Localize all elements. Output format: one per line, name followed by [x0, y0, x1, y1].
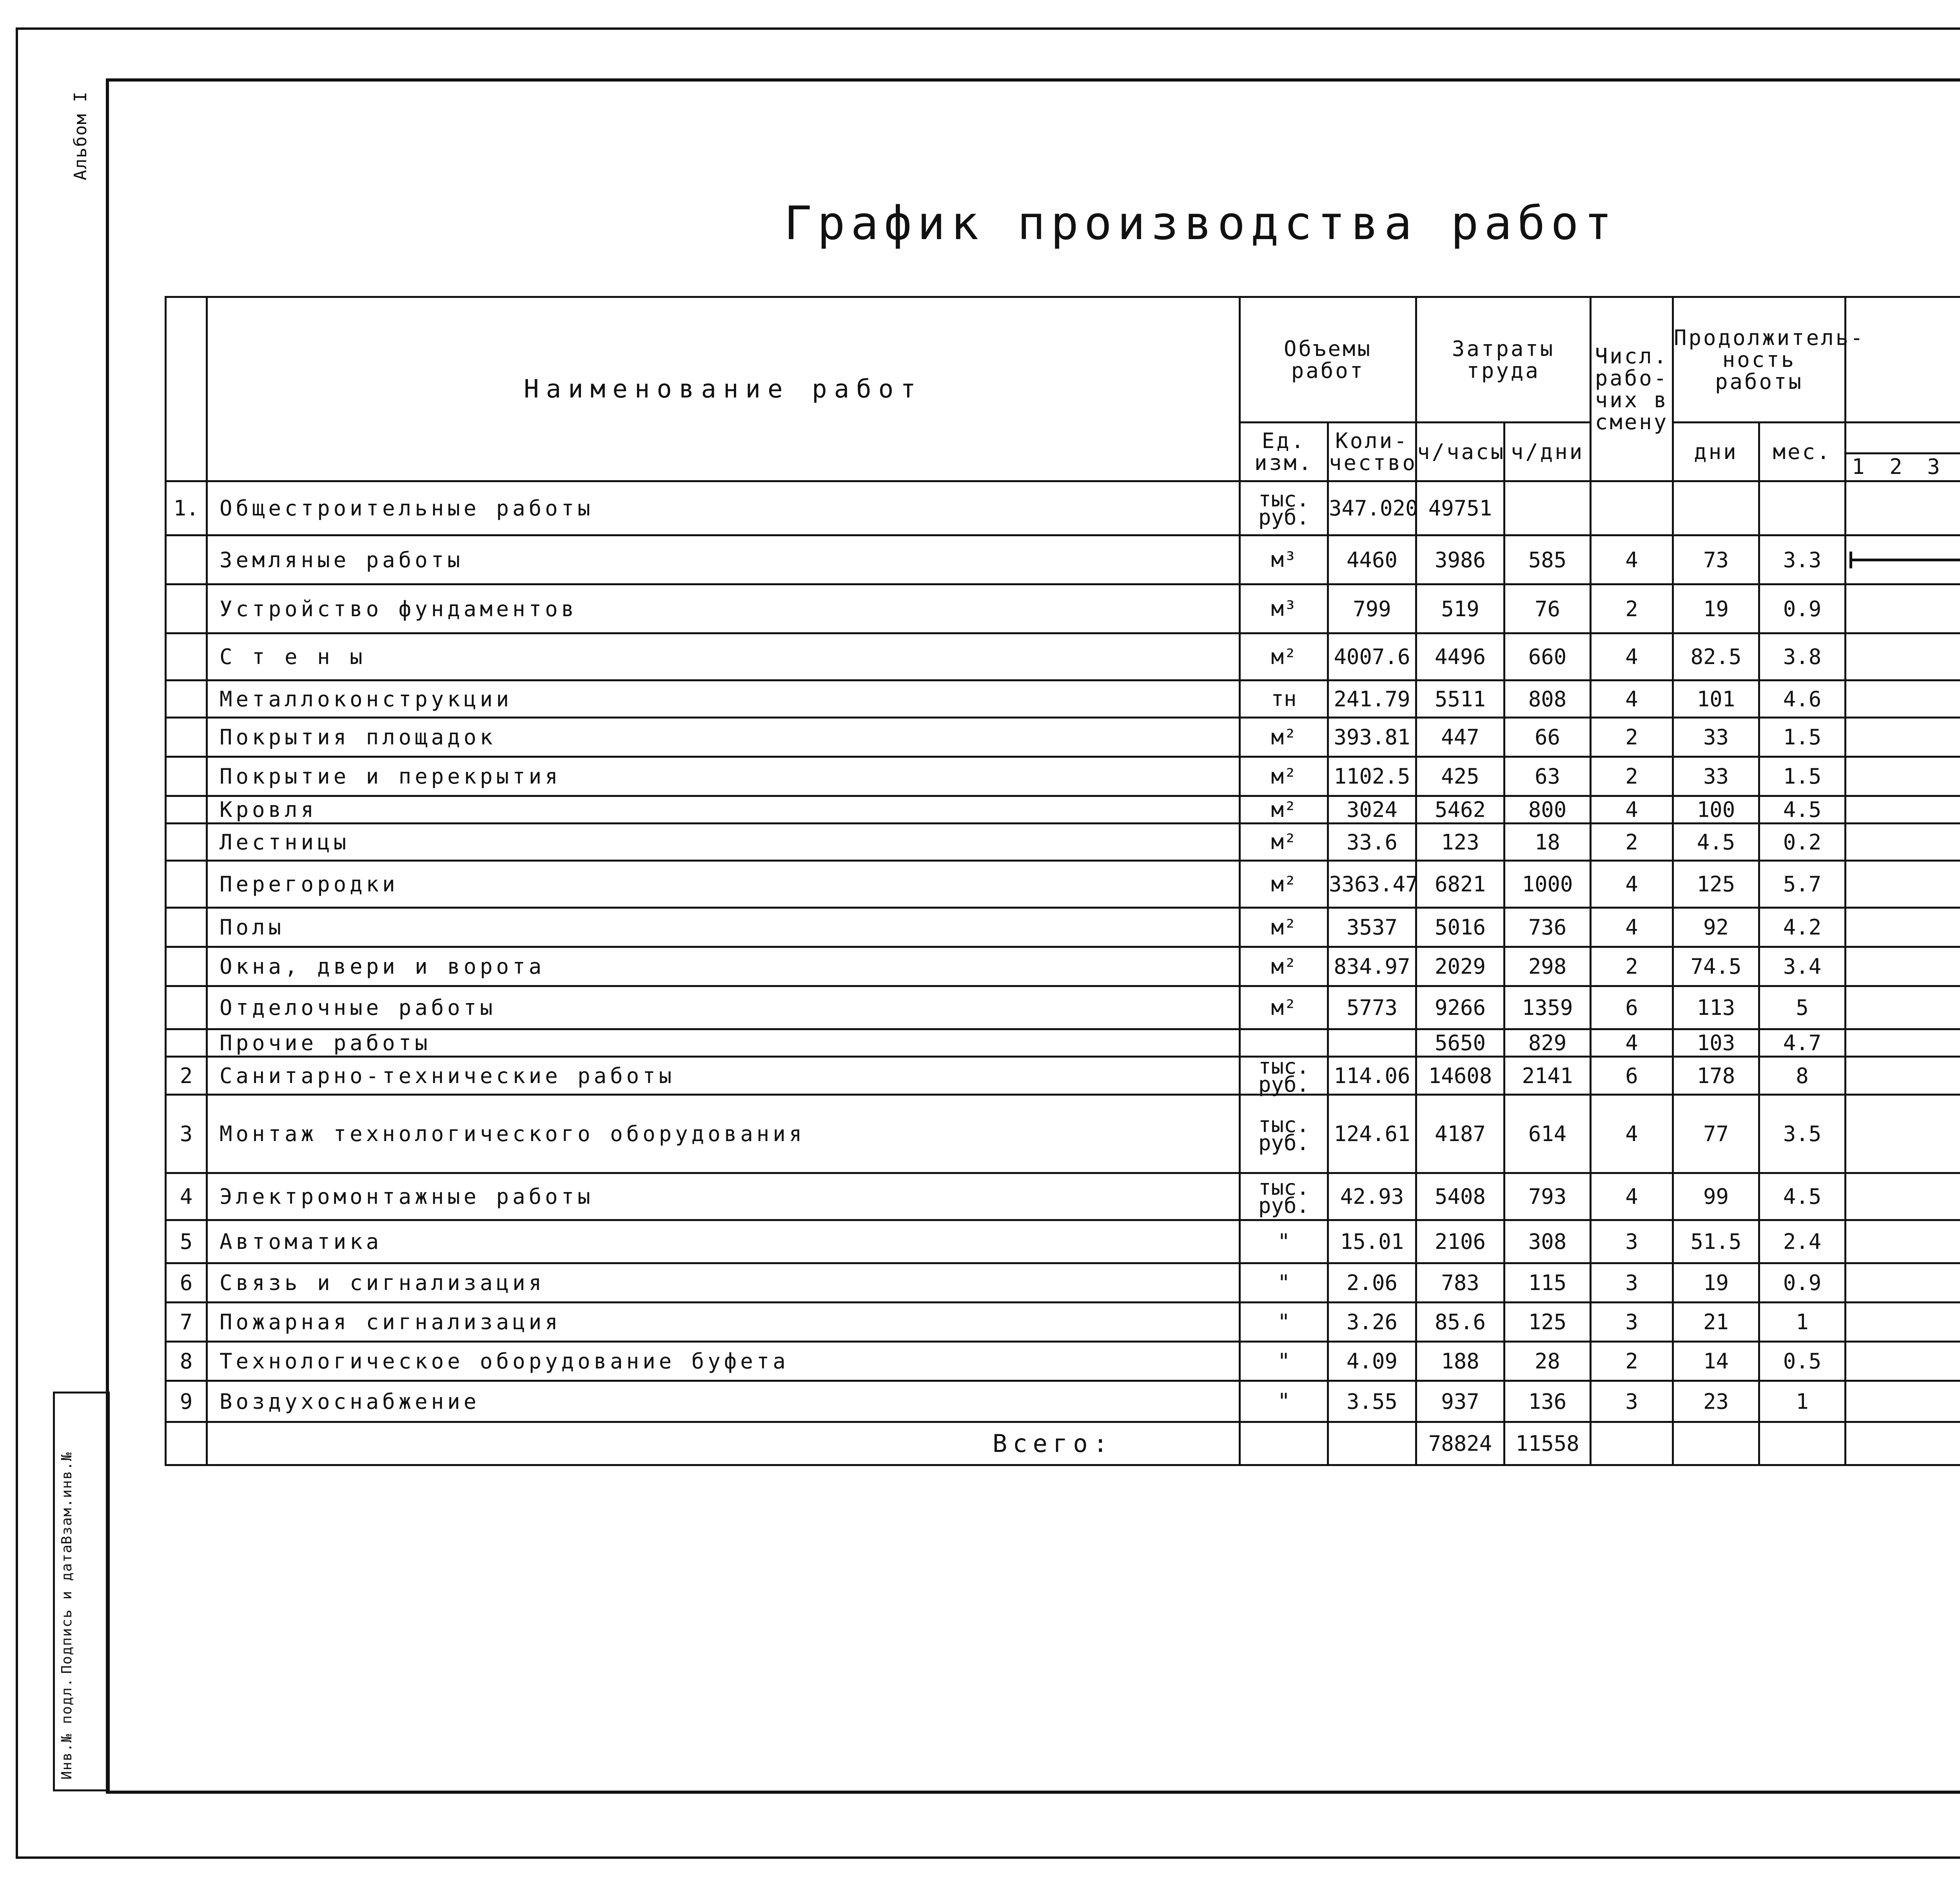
cell-dd: 19 — [1673, 1263, 1759, 1303]
cell-dm: 1 — [1759, 1303, 1846, 1342]
table-row — [166, 1381, 1960, 1422]
cell-qty: 3.26 — [1328, 1303, 1416, 1342]
cell-days: 2141 — [1504, 1057, 1591, 1095]
cell-workers — [1591, 481, 1673, 535]
cell-workers: 6 — [1591, 1057, 1673, 1095]
cell-hours: 4496 — [1416, 633, 1504, 680]
cell-days: 736 — [1504, 908, 1591, 947]
cell-workers: 2 — [1591, 1342, 1673, 1381]
timeline-cell — [1846, 1173, 1960, 1220]
cell-qty: 4007.6 — [1328, 633, 1416, 680]
cell-qty: 393.81 — [1328, 718, 1416, 757]
cell-hours: 2029 — [1416, 947, 1504, 986]
header-hours: ч/часы — [1416, 423, 1504, 481]
cell-qty: 3363.47 — [1328, 861, 1416, 908]
cell-workers: 4 — [1591, 1029, 1673, 1057]
cell-name: Пожарная сигнализация — [207, 1303, 1240, 1342]
table-row — [166, 1029, 1960, 1057]
cell-days: 808 — [1504, 680, 1591, 718]
cell-unit: " — [1240, 1303, 1328, 1342]
timeline-cell — [1846, 1342, 1960, 1381]
cell-days: 829 — [1504, 1029, 1591, 1057]
cell-dd: 113 — [1673, 986, 1759, 1029]
header-volumes: Объемы работ — [1240, 297, 1416, 423]
timeline-cell — [1846, 680, 1960, 718]
header-name: Наименование работ — [207, 297, 1240, 481]
cell-dd: 178 — [1673, 1057, 1759, 1095]
cell-name: Окна, двери и ворота — [207, 947, 1240, 986]
cell-dm: 3.8 — [1759, 633, 1846, 680]
timeline-cell — [1846, 986, 1960, 1029]
table-row — [166, 1220, 1960, 1263]
cell-workers: 4 — [1591, 1095, 1673, 1173]
cell-days: 125 — [1504, 1303, 1591, 1342]
cell-dm: 4.2 — [1759, 908, 1846, 947]
cell-dd: 103 — [1673, 1029, 1759, 1057]
cell-hours: 5511 — [1416, 680, 1504, 718]
cell-unit: тыс. руб. — [1240, 481, 1328, 535]
cell-dd: 101 — [1673, 680, 1759, 718]
timeline-cell — [1846, 1057, 1960, 1095]
cell-qty: 347.020 — [1328, 481, 1416, 535]
timeline-cell — [1846, 584, 1960, 633]
cell-workers: 2 — [1591, 718, 1673, 757]
cell-dd: 73 — [1673, 535, 1759, 584]
cell-name: Технологическое оборудование буфета — [207, 1342, 1240, 1381]
cell-num — [166, 535, 207, 584]
cell-workers: 6 — [1591, 986, 1673, 1029]
cell-qty: 33.6 — [1328, 824, 1416, 861]
cell-unit: м³ — [1240, 535, 1328, 584]
header-num-cell — [166, 297, 207, 481]
cell-dd — [1673, 481, 1759, 535]
cell-name: Металлоконструкции — [207, 680, 1240, 718]
timeline-cell — [1846, 1381, 1960, 1422]
cell-num: 6 — [166, 1263, 207, 1303]
total-empty-cell — [1240, 1422, 1328, 1465]
cell-hours: 5408 — [1416, 1173, 1504, 1220]
cell-workers: 4 — [1591, 908, 1673, 947]
timeline-cell — [1846, 718, 1960, 757]
cell-dm: 1.5 — [1759, 718, 1846, 757]
cell-hours: 2106 — [1416, 1220, 1504, 1263]
cell-name: Кровля — [207, 796, 1240, 824]
timeline-cell — [1846, 633, 1960, 680]
cell-num — [166, 824, 207, 861]
cell-days: 585 — [1504, 535, 1591, 584]
cell-num: 4 — [166, 1173, 207, 1220]
cell-unit: тн — [1240, 680, 1328, 718]
cell-dm: 0.5 — [1759, 1342, 1846, 1381]
table-row — [166, 1173, 1960, 1220]
cell-days: 308 — [1504, 1220, 1591, 1263]
cell-dm: 0.9 — [1759, 584, 1846, 633]
table-row — [166, 680, 1960, 718]
cell-qty — [1328, 1029, 1416, 1057]
header-months-cell — [1846, 423, 1960, 481]
table-row — [166, 1095, 1960, 1173]
table-row — [166, 1342, 1960, 1381]
cell-days: 63 — [1504, 757, 1591, 796]
cell-unit: м² — [1240, 757, 1328, 796]
cell-dd: 19 — [1673, 584, 1759, 633]
total-label: Всего: — [207, 1422, 1240, 1465]
cell-name: Электромонтажные работы — [207, 1173, 1240, 1220]
cell-days: 76 — [1504, 584, 1591, 633]
total-hours: 78824 — [1416, 1422, 1504, 1465]
header-labor: Затраты труда — [1416, 297, 1591, 423]
table-row — [166, 584, 1960, 633]
cell-unit: тыс. руб. — [1240, 1095, 1328, 1173]
cell-unit: " — [1240, 1381, 1328, 1422]
table-row — [166, 908, 1960, 947]
cell-hours: 5650 — [1416, 1029, 1504, 1057]
cell-hours: 9266 — [1416, 986, 1504, 1029]
cell-dd: 51.5 — [1673, 1220, 1759, 1263]
table-row — [166, 1057, 1960, 1095]
cell-unit: м³ — [1240, 584, 1328, 633]
header-timeline — [1846, 297, 1960, 423]
cell-days: 298 — [1504, 947, 1591, 986]
cell-workers: 2 — [1591, 757, 1673, 796]
cell-days: 1000 — [1504, 861, 1591, 908]
cell-name: Покрытие и перекрытия — [207, 757, 1240, 796]
cell-workers: 2 — [1591, 584, 1673, 633]
schedule-table — [165, 296, 1960, 1466]
month-label: 1 — [1852, 454, 1865, 479]
cell-dd: 33 — [1673, 718, 1759, 757]
cell-hours: 14608 — [1416, 1057, 1504, 1095]
cell-num — [166, 861, 207, 908]
cell-dm: 3.4 — [1759, 947, 1846, 986]
cell-num — [166, 584, 207, 633]
cell-hours: 4187 — [1416, 1095, 1504, 1173]
cell-hours: 783 — [1416, 1263, 1504, 1303]
timeline-cell — [1846, 861, 1960, 908]
cell-num — [166, 1029, 207, 1057]
cell-unit: м² — [1240, 947, 1328, 986]
cell-dd: 33 — [1673, 757, 1759, 796]
side-vzam-label: Взам.инв.№ — [59, 1452, 75, 1544]
cell-name: Санитарно-технические работы — [207, 1057, 1240, 1095]
cell-hours: 425 — [1416, 757, 1504, 796]
cell-num — [166, 633, 207, 680]
cell-unit: тыс. руб. — [1240, 1057, 1328, 1095]
cell-dm: 4.6 — [1759, 680, 1846, 718]
cell-days: 66 — [1504, 718, 1591, 757]
total-row — [166, 1422, 1960, 1465]
months-scale — [1846, 454, 1960, 479]
gantt-bar — [1849, 559, 1960, 561]
cell-qty: 124.61 — [1328, 1095, 1416, 1173]
total-empty-cell — [1846, 1422, 1960, 1465]
cell-num — [166, 757, 207, 796]
cell-dm — [1759, 481, 1846, 535]
table-row — [166, 633, 1960, 680]
timeline-cell — [1846, 1095, 1960, 1173]
cell-name: Лестницы — [207, 824, 1240, 861]
month-label: 2 — [1889, 454, 1902, 479]
cell-dd: 74.5 — [1673, 947, 1759, 986]
header-dur-days: дни — [1673, 423, 1759, 481]
cell-name: Связь и сигнализация — [207, 1263, 1240, 1303]
cell-dd: 77 — [1673, 1095, 1759, 1173]
cell-unit: м² — [1240, 633, 1328, 680]
cell-name: Монтаж технологического оборудования — [207, 1095, 1240, 1173]
cell-unit: " — [1240, 1220, 1328, 1263]
cell-qty: 3024 — [1328, 796, 1416, 824]
header-qty: Коли-чество — [1328, 423, 1416, 481]
cell-dd: 14 — [1673, 1342, 1759, 1381]
header-unit: Ед. изм. — [1240, 423, 1328, 481]
cell-dm: 8 — [1759, 1057, 1846, 1095]
cell-dd: 21 — [1673, 1303, 1759, 1342]
cell-days: 614 — [1504, 1095, 1591, 1173]
cell-dm: 4.5 — [1759, 1173, 1846, 1220]
cell-qty: 42.93 — [1328, 1173, 1416, 1220]
cell-workers: 4 — [1591, 861, 1673, 908]
cell-workers: 4 — [1591, 1173, 1673, 1220]
cell-name: Земляные работы — [207, 535, 1240, 584]
cell-unit: м² — [1240, 986, 1328, 1029]
cell-hours: 519 — [1416, 584, 1504, 633]
cell-num — [166, 796, 207, 824]
cell-unit: тыс. руб. — [1240, 1173, 1328, 1220]
total-empty-cell — [1328, 1422, 1416, 1465]
cell-qty: 3.55 — [1328, 1381, 1416, 1422]
cell-num: 5 — [166, 1220, 207, 1263]
cell-num: 2 — [166, 1057, 207, 1095]
cell-workers: 2 — [1591, 824, 1673, 861]
cell-days — [1504, 481, 1591, 535]
table-row — [166, 757, 1960, 796]
timeline-cell — [1846, 1263, 1960, 1303]
cell-dd: 23 — [1673, 1381, 1759, 1422]
cell-workers: 2 — [1591, 947, 1673, 986]
cell-days: 660 — [1504, 633, 1591, 680]
cell-dm: 0.2 — [1759, 824, 1846, 861]
cell-dd: 82.5 — [1673, 633, 1759, 680]
cell-num: 9 — [166, 1381, 207, 1422]
cell-num: 7 — [166, 1303, 207, 1342]
cell-name: Прочие работы — [207, 1029, 1240, 1057]
cell-qty: 15.01 — [1328, 1220, 1416, 1263]
table-row — [166, 986, 1960, 1029]
timeline-cell — [1846, 1220, 1960, 1263]
total-empty-cell — [1759, 1422, 1846, 1465]
cell-hours: 188 — [1416, 1342, 1504, 1381]
total-empty-cell — [1591, 1422, 1673, 1465]
cell-workers: 4 — [1591, 680, 1673, 718]
cell-unit: м² — [1240, 824, 1328, 861]
table-row — [166, 1303, 1960, 1342]
table-row — [166, 535, 1960, 584]
cell-dm: 1.5 — [1759, 757, 1846, 796]
cell-unit: м² — [1240, 908, 1328, 947]
cell-name: С т е н ы — [207, 633, 1240, 680]
month-label: 3 — [1927, 454, 1940, 479]
cell-name: Общестроительные работы — [207, 481, 1240, 535]
cell-num — [166, 908, 207, 947]
cell-dm: 2.4 — [1759, 1220, 1846, 1263]
cell-days: 28 — [1504, 1342, 1591, 1381]
cell-unit — [1240, 1029, 1328, 1057]
cell-name: Устройство фундаментов — [207, 584, 1240, 633]
timeline-cell — [1846, 481, 1960, 535]
cell-workers: 4 — [1591, 633, 1673, 680]
cell-hours: 123 — [1416, 824, 1504, 861]
side-inv-label: Инв.№ подл. — [59, 1677, 75, 1780]
cell-dm: 4.7 — [1759, 1029, 1846, 1057]
cell-qty: 799 — [1328, 584, 1416, 633]
side-sign-label: Подпись и дата — [59, 1544, 75, 1674]
table-row — [166, 947, 1960, 986]
cell-workers: 4 — [1591, 796, 1673, 824]
cell-qty: 241.79 — [1328, 680, 1416, 718]
cell-hours: 5462 — [1416, 796, 1504, 824]
table-row — [166, 1263, 1960, 1303]
cell-dd: 99 — [1673, 1173, 1759, 1220]
cell-qty: 2.06 — [1328, 1263, 1416, 1303]
cell-qty: 5773 — [1328, 986, 1416, 1029]
cell-dm: 3.5 — [1759, 1095, 1846, 1173]
cell-num: 8 — [166, 1342, 207, 1381]
timeline-cell — [1846, 1303, 1960, 1342]
cell-unit: м² — [1240, 796, 1328, 824]
timeline-cell — [1846, 947, 1960, 986]
header-workers: Числ. рабо-чих в смену — [1591, 297, 1673, 481]
cell-dm: 5 — [1759, 986, 1846, 1029]
cell-hours: 937 — [1416, 1381, 1504, 1422]
cell-hours: 3986 — [1416, 535, 1504, 584]
cell-days: 115 — [1504, 1263, 1591, 1303]
cell-qty: 4.09 — [1328, 1342, 1416, 1381]
page-title: График производства работ — [784, 196, 1618, 250]
total-empty-cell — [1673, 1422, 1759, 1465]
cell-workers: 4 — [1591, 535, 1673, 584]
cell-hours: 49751 — [1416, 481, 1504, 535]
cell-name: Воздухоснабжение — [207, 1381, 1240, 1422]
cell-dm: 3.3 — [1759, 535, 1846, 584]
timeline-cell — [1846, 908, 1960, 947]
cell-workers: 3 — [1591, 1303, 1673, 1342]
cell-name: Покрытия площадок — [207, 718, 1240, 757]
cell-qty: 1102.5 — [1328, 757, 1416, 796]
header-duration: Продолжитель-ность работы — [1673, 297, 1846, 423]
total-days: 11558 — [1504, 1422, 1591, 1465]
cell-name: Отделочные работы — [207, 986, 1240, 1029]
cell-hours: 85.6 — [1416, 1303, 1504, 1342]
cell-num: 3 — [166, 1095, 207, 1173]
cell-unit: м² — [1240, 861, 1328, 908]
timeline-cell — [1846, 824, 1960, 861]
cell-name: Полы — [207, 908, 1240, 947]
cell-dm: 4.5 — [1759, 796, 1846, 824]
cell-days: 136 — [1504, 1381, 1591, 1422]
cell-days: 800 — [1504, 796, 1591, 824]
cell-num — [166, 947, 207, 986]
album-label: Альбом I — [71, 91, 91, 180]
cell-workers: 3 — [1591, 1220, 1673, 1263]
cell-hours: 447 — [1416, 718, 1504, 757]
cell-dm: 5.7 — [1759, 861, 1846, 908]
cell-hours: 5016 — [1416, 908, 1504, 947]
table-row — [166, 861, 1960, 908]
cell-dm: 1 — [1759, 1381, 1846, 1422]
total-empty-cell — [166, 1422, 207, 1465]
table-row — [166, 796, 1960, 824]
cell-days: 1359 — [1504, 986, 1591, 1029]
cell-workers: 3 — [1591, 1381, 1673, 1422]
cell-days: 18 — [1504, 824, 1591, 861]
header-days: ч/дни — [1504, 423, 1591, 481]
table-row — [166, 481, 1960, 535]
cell-qty: 3537 — [1328, 908, 1416, 947]
cell-dd: 4.5 — [1673, 824, 1759, 861]
header-dur-months: мес. — [1759, 423, 1846, 481]
timeline-cell — [1846, 796, 1960, 824]
cell-workers: 3 — [1591, 1263, 1673, 1303]
cell-name: Перегородки — [207, 861, 1240, 908]
cell-unit: м² — [1240, 718, 1328, 757]
timeline-cell — [1846, 757, 1960, 796]
cell-num: 1. — [166, 481, 207, 535]
cell-num — [166, 718, 207, 757]
cell-qty: 834.97 — [1328, 947, 1416, 986]
cell-unit: " — [1240, 1263, 1328, 1303]
cell-dm: 0.9 — [1759, 1263, 1846, 1303]
cell-hours: 6821 — [1416, 861, 1504, 908]
cell-qty: 114.06 — [1328, 1057, 1416, 1095]
cell-num — [166, 986, 207, 1029]
cell-qty: 4460 — [1328, 535, 1416, 584]
cell-dd: 125 — [1673, 861, 1759, 908]
cell-unit: " — [1240, 1342, 1328, 1381]
header-months-label — [1846, 425, 1960, 454]
table-row — [166, 718, 1960, 757]
table-row — [166, 824, 1960, 861]
cell-num — [166, 680, 207, 718]
cell-dd: 100 — [1673, 796, 1759, 824]
cell-name: Автоматика — [207, 1220, 1240, 1263]
header-row — [166, 297, 1960, 423]
cell-dd: 92 — [1673, 908, 1759, 947]
timeline-cell — [1846, 1029, 1960, 1057]
cell-days: 793 — [1504, 1173, 1591, 1220]
